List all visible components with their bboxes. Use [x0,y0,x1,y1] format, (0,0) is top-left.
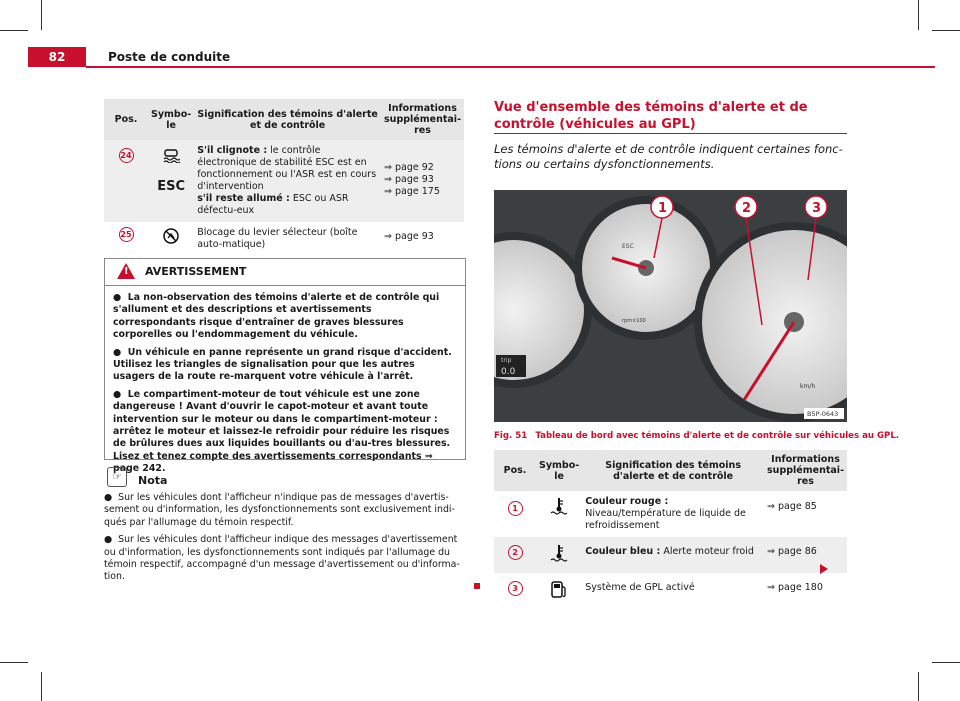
callout-1 [651,196,673,218]
col-header-info: Informations supplémentai-res [381,99,464,140]
table-row [104,140,464,222]
hand-pointer-icon: ☞ [107,467,127,487]
rpm-label: rpm×100 [622,318,646,324]
page-link[interactable]: ⇒ page 85 [767,501,817,512]
esc-lamp-label: ESC [622,243,634,250]
crop-mark [0,662,28,663]
section-lead: Les témoins d'alerte et de contrôle indiquent certaines fonc-tions ou certains dysfonctionnements. [494,142,843,171]
warning-box [104,258,466,475]
coolant-temperature-icon [539,496,579,520]
crop-mark [918,0,919,30]
table-row [494,491,847,537]
col-header-meaning: Signification des témoins d'alerte et de contrôle [194,99,381,140]
callout-3 [805,196,827,218]
page-link[interactable]: ⇒ page 93 [384,231,434,242]
instrument-cluster-figure [494,190,847,422]
crop-mark [41,0,42,30]
trip-label: trip [501,357,512,364]
crop-mark [918,672,919,701]
figure-caption: Fig. 51 Tableau de bord avec témoins d'alerte et de contrôle sur véhicules au GPL. [494,431,900,441]
table-row [494,573,847,609]
figure-code: B5P-0643 [807,410,839,418]
continue-arrow-icon [820,564,828,574]
callout-2 [735,196,757,218]
warning-item: ● Un véhicule en panne représente un grand risque d'accident. Utilisez les triangles de signalisation pour que les autres usagers de la route re-marquent votre véhicule à l'arrêt. [113,346,452,383]
svg-text:2: 2 [742,201,752,216]
esc-text-icon: ESC [157,179,185,194]
page-number: 82 [28,47,86,67]
warning-lights-table-2 [494,450,847,609]
crop-mark [41,672,42,701]
col-header-symbol: Symbo-le [148,99,194,140]
nota-item: ● Sur les véhicules dont l'afficheur indique des messages d'avertissement ou d'information, les dysfonctionnements sont indiqués par l'allumage du témoin respectif, accompagné d'un message d'avertissement ou d'informa-tion. [104,534,460,583]
position-badge: 24 [119,148,134,163]
kmh-label: km/h [800,383,816,390]
row-info [381,140,464,222]
table-row [494,537,847,573]
section-heading: Vue d'ensemble des témoins d'alerte et de contrôle (véhicules au GPL) [494,100,808,132]
position-badge: 3 [508,581,523,596]
page-link[interactable]: ⇒ page 175 [384,186,440,197]
crop-mark [0,30,28,31]
cold-engine-icon [539,543,579,567]
row-meaning: Couleur rouge : Niveau/température de liquide de refroidissement [585,496,746,531]
row-meaning: Blocage du levier sélecteur (boîte auto-matique) [197,227,358,250]
svg-text:1: 1 [658,201,668,216]
warning-item: ● Le compartiment-moteur de tout véhicule est une zone dangereuse ! Avant d'ouvrir le capot-moteur et avant toute intervention sur le moteur ou dans le compartiment-moteur : arrêtez le moteur et laissez-le refroidir pour réduire les risques de brûlures dues aux liquides bouillants ou d'au-tres blessures. Lisez et tenez compte des avertissements correspondants ⇒ page 242. [113,388,451,475]
trip-value: 0.0 [501,367,516,377]
page-link[interactable]: ⇒ page 92 [384,162,434,173]
section-rule [494,133,847,134]
col-header-meaning: Signification des témoins d'alerte et de contrôle [582,450,764,491]
page-link[interactable]: ⇒ page 180 [767,582,823,593]
warning-triangle-icon: ! [117,263,135,279]
svg-text:3: 3 [812,201,822,216]
page-header [28,47,935,67]
position-badge: 2 [508,545,523,560]
nota-item: ● Sur les véhicules dont l'afficheur n'indique pas de messages d'avertis-sement ou d'information, les dysfonctionnements sont exclusivement indi-qués par l'allumage du témoin respectif. [104,492,455,528]
section-title: Poste de conduite [108,50,231,64]
warning-item: ● La non-observation des témoins d'alerte et de contrôle qui s'allument et des descriptions et avertissements correspondants risque d'entraîner de graves blessures corporelles ou l'endommagement du véhicule. [113,292,440,341]
esc-car-icon [151,147,191,167]
nota-body [104,492,464,589]
instrument-cluster-illustration [494,190,847,422]
row-meaning: Couleur bleu : Alerte moteur froid [582,537,764,573]
crop-mark [932,30,960,31]
col-header-symbol: Symbo-le [536,450,582,491]
warning-title: AVERTISSEMENT [145,265,247,278]
warning-lights-table-1 [104,99,464,256]
position-badge: 1 [508,501,523,516]
col-header-info: Informations supplémentai-res [764,450,847,491]
header-rule [86,66,935,68]
nota-title: Nota [138,474,168,487]
page-link[interactable]: ⇒ page 86 [764,537,847,573]
row-meaning: S'il clignote : le contrôle électronique de stabilité ESC est en fonctionnement ou l'ASR est en cours d'intervention s'il reste allumé : ESC ou ASR défectu-eux [194,140,381,222]
end-marker [474,583,480,589]
page-link[interactable]: ⇒ page 93 [384,174,434,185]
row-meaning: Système de GPL activé [585,582,695,593]
selector-lever-lock-icon [151,227,191,249]
col-header-pos: Pos. [104,99,148,140]
crop-mark [932,662,960,663]
lpg-system-icon [539,579,579,603]
col-header-pos: Pos. [494,450,536,491]
table-row [104,222,464,256]
position-badge: 25 [119,227,134,242]
